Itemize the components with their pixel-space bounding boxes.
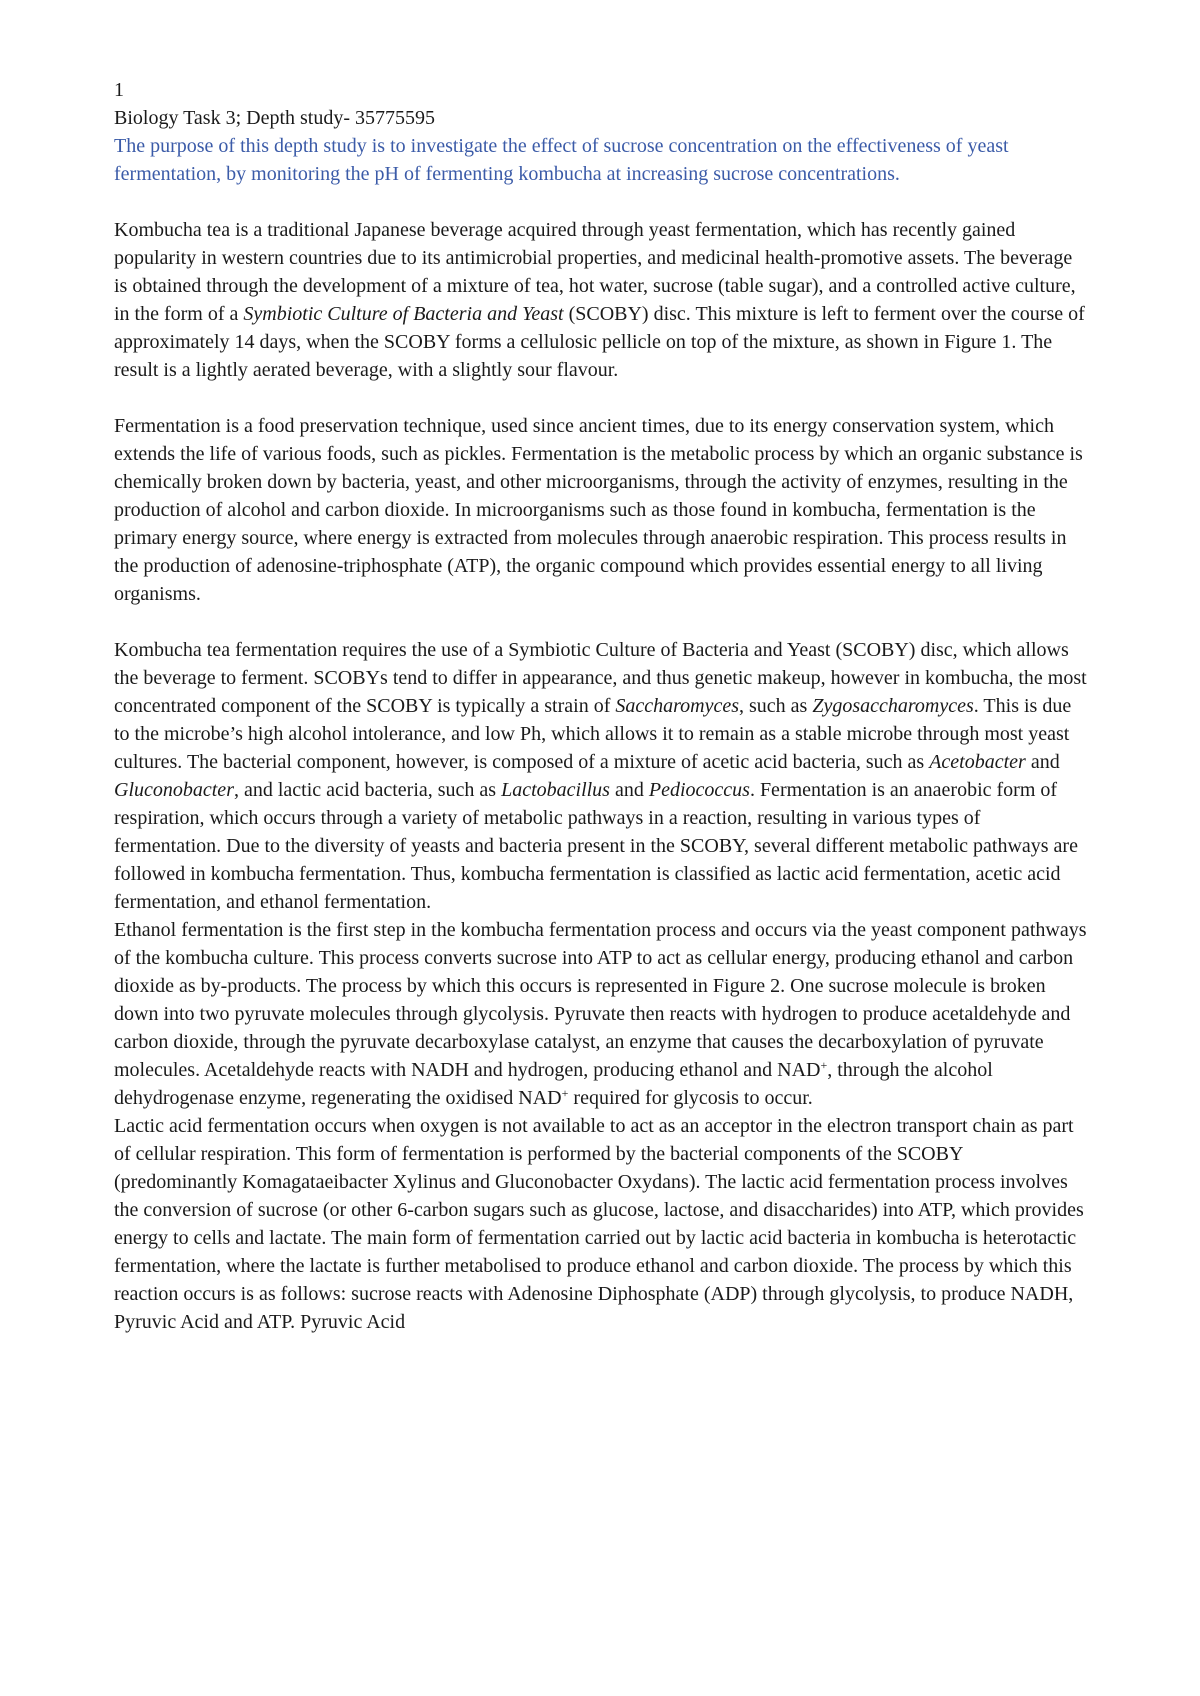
paragraph-kombucha-intro: Kombucha tea is a traditional Japanese beverage acquired through yeast fermentation, which has recently gained popularity in western countries due to its antimicrobial properties, and medicinal health-promotive assets. The beverage is obtained through the development of a mixture of tea, hot water, sucrose (table sugar), and a controlled active culture, in the form of a Symbiotic Culture of Bacteria and Yeast (SCOBY) disc. This mixture is left to ferment over the course of approximately 14 days, when the SCOBY forms a cellulosic pellicle on top of the mixture, as shown in Figure 1. The result is a lightly aerated beverage, with a slightly sour flavour. [114, 219, 1085, 381]
paragraph-scoby-composition: Kombucha tea fermentation requires the use of a Symbiotic Culture of Bacteria and Yeast (SCOBY) disc, which allows the beverage to ferment. SCOBYs tend to differ in appearance, and thus genetic makeup, however in kombucha, the most concentrated component of the SCOBY is typically a strain of Saccharomyces, such as Zygosaccharomyces. This is due to the microbe’s high alcohol intolerance, and low Ph, which allows it to remain as a stable microbe through most yeast cultures. The bacterial component, however, is composed of a mixture of acetic acid bacteria, such as Acetobacter and Gluconobacter, and lactic acid bacteria, such as Lactobacillus and Pediococcus. Fermentation is an anaerobic form of respiration, which occurs through a variety of metabolic pathways in a reaction, resulting in various types of fermentation. Due to the diversity of yeasts and bacteria present in the SCOBY, several different metabolic pathways are followed in kombucha fermentation. Thus, kombucha fermentation is classified as lactic acid fermentation, acetic acid fermentation, and ethanol fermentation. [114, 639, 1087, 913]
purpose-statement: The purpose of this depth study is to investigate the effect of sucrose concentration on the effectiveness of yeast fermentation, by monitoring the pH of fermenting kombucha at increasing sucrose concentrations. [114, 135, 1009, 185]
paragraph-ethanol-fermentation: Ethanol fermentation is the first step in the kombucha fermentation process and occurs via the yeast component pathways of the kombucha culture. This process converts sucrose into ATP to act as cellular energy, producing ethanol and carbon dioxide as by-products. The process by which this occurs is represented in Figure 2. One sucrose molecule is broken down into two pyruvate molecules through glycolysis. Pyruvate then reacts with hydrogen to produce acetaldehyde and carbon dioxide, through the pyruvate decarboxylase catalyst, an enzyme that causes the decarboxylation of pyruvate molecules. Acetaldehyde reacts with NADH and hydrogen, producing ethanol and NAD+, through the alcohol dehydrogenase enzyme, regenerating the oxidised NAD+ required for glycosis to occur. [114, 919, 1087, 1109]
document-header: Biology Task 3; Depth study- 35775595 [114, 107, 436, 129]
paragraph-lactic-acid-fermentation: Lactic acid fermentation occurs when oxygen is not available to act as an acceptor in the electron transport chain as part of cellular respiration. This form of fermentation is performed by the bacterial components of the SCOBY (predominantly Komagataeibacter Xylinus and Gluconobacter Oxydans). The lactic acid fermentation process involves the conversion of sucrose (or other 6-carbon sugars such as glucose, lactose, and disaccharides) into ATP, which provides energy to cells and lactate. The main form of fermentation carried out by lactic acid bacteria in kombucha is heterotactic fermentation, where the lactate is further metabolised to produce ethanol and carbon dioxide. The process by which this reaction occurs is as follows: sucrose reacts with Adenosine Diphosphate (ADP) through glycolysis, to produce NADH, Pyruvic Acid and ATP. Pyruvic Acid [114, 1115, 1084, 1333]
paragraph-fermentation-overview: Fermentation is a food preservation technique, used since ancient times, due to its energy conservation system, which extends the life of various foods, such as pickles. Fermentation is the metabolic process by which an organic substance is chemically broken down by bacteria, yeast, and other microorganisms, through the activity of enzymes, resulting in the production of alcohol and carbon dioxide. In microorganisms such as those found in kombucha, fermentation is the primary energy source, where energy is extracted from molecules through anaerobic respiration. This process results in the production of adenosine-triphosphate (ATP), the organic compound which provides essential energy to all living organisms. [114, 415, 1083, 605]
page-number: 1 [114, 79, 124, 101]
